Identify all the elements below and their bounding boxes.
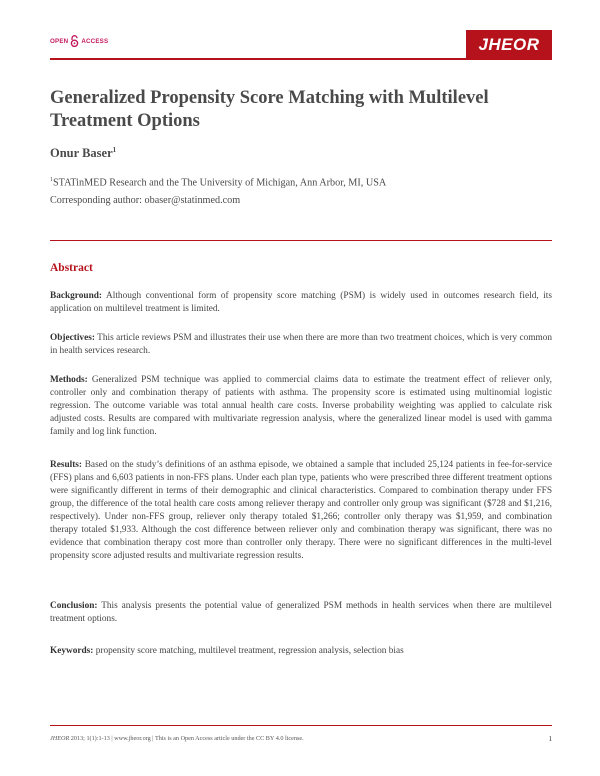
footer-journal: JHEOR: [50, 735, 70, 742]
corresponding-author: Corresponding author: obaser@statinmed.com: [50, 195, 241, 206]
results-label: Results:: [50, 460, 83, 470]
open-lock-icon: [70, 35, 79, 47]
header-rule: [50, 58, 552, 60]
objectives-text: This article reviews PSM and illustrates their use when there are more than two treatment choices, which is very common in health services research.: [50, 333, 552, 357]
open-access-left-text: OPEN: [50, 37, 69, 45]
article-title: Generalized Propensity Score Matching with Multilevel Treatment Options: [50, 88, 489, 131]
affiliation: [50, 177, 386, 188]
footer-citation: [50, 735, 552, 742]
author: [50, 146, 116, 161]
abstract-results: [50, 459, 552, 563]
affiliation-text: STATinMED Research and the The University of Michigan, Ann Arbor, MI, USA: [53, 177, 387, 189]
abstract-heading: Abstract: [50, 262, 93, 274]
keywords-label: Keywords:: [50, 646, 94, 656]
background-text: Although conventional form of propensity score matching (PSM) is widely used in outcomes research field, its application on multilevel treatment is limited.: [50, 291, 552, 315]
abstract-background: [50, 290, 552, 316]
methods-text: Generalized PSM technique was applied to commercial claims data to estimate the treatment effect of reliever only, controller only and combination therapy of patients with asthma. The propensity score is estimated using multinomial logistic regression. The outcome variable was total annual health care costs. Inverse probability weighting was applied to calculate risk adjusted costs. Results are compared with multivariate regression analysis, where the generalized linear model is used with gamma family and log link function.: [50, 375, 552, 438]
conclusion-label: Conclusion:: [50, 601, 98, 611]
abstract-objectives: [50, 332, 552, 358]
journal-brand: JHEOR: [466, 30, 552, 60]
page-number: 1: [548, 735, 552, 743]
author-name: Onur Baser: [50, 146, 113, 161]
author-superscript: 1: [112, 146, 117, 154]
section-divider-top: [50, 240, 552, 241]
footer-citation-text: 2013; 1(1):1-13 | www.jheor.org | This is an Open Access article under the CC BY 4.0 license.: [69, 735, 304, 742]
objectives-label: Objectives:: [50, 333, 95, 343]
abstract-methods: [50, 374, 552, 439]
abstract-conclusion: [50, 600, 552, 626]
affiliation-superscript: 1: [50, 177, 53, 183]
open-access-right-text: ACCESS: [81, 37, 109, 45]
methods-label: Methods:: [50, 375, 88, 385]
abstract-keywords: [50, 645, 552, 658]
conclusion-text: This analysis presents the potential value of generalized PSM methods in health services when there are multilevel treatment options.: [50, 601, 552, 625]
results-text: Based on the study’s definitions of an asthma episode, we obtained a sample that included 25,124 patients in fee-for-service (FFS) plans and 6,603 patients in non-FFS plans. Under each plan type, patients who were prescribed three different treatment options were significantly different in terms of their demographic and clinical characteristics. Compared to combination therapy under FFS group, the difference of the total health care costs among reliever therapy and controller only group was significant ($728 and $1,216, respectively). Under non-FFS group, reliever only therapy totaled $1,266; controller only therapy was $1,959, and combination therapy totaled $1,933. Although the cost difference between reliever only and combination therapy was significant, there was no evidence that combination therapy cost more than controller only therapy. There were no significant differences in the multi-level propensity score adjusted results and multivariate regression results.: [50, 460, 552, 562]
background-label: Background:: [50, 291, 103, 301]
footer-rule: [50, 725, 552, 726]
keywords-text: propensity score matching, multilevel treatment, regression analysis, selection bias: [93, 646, 404, 656]
open-access-logo: [50, 35, 108, 47]
